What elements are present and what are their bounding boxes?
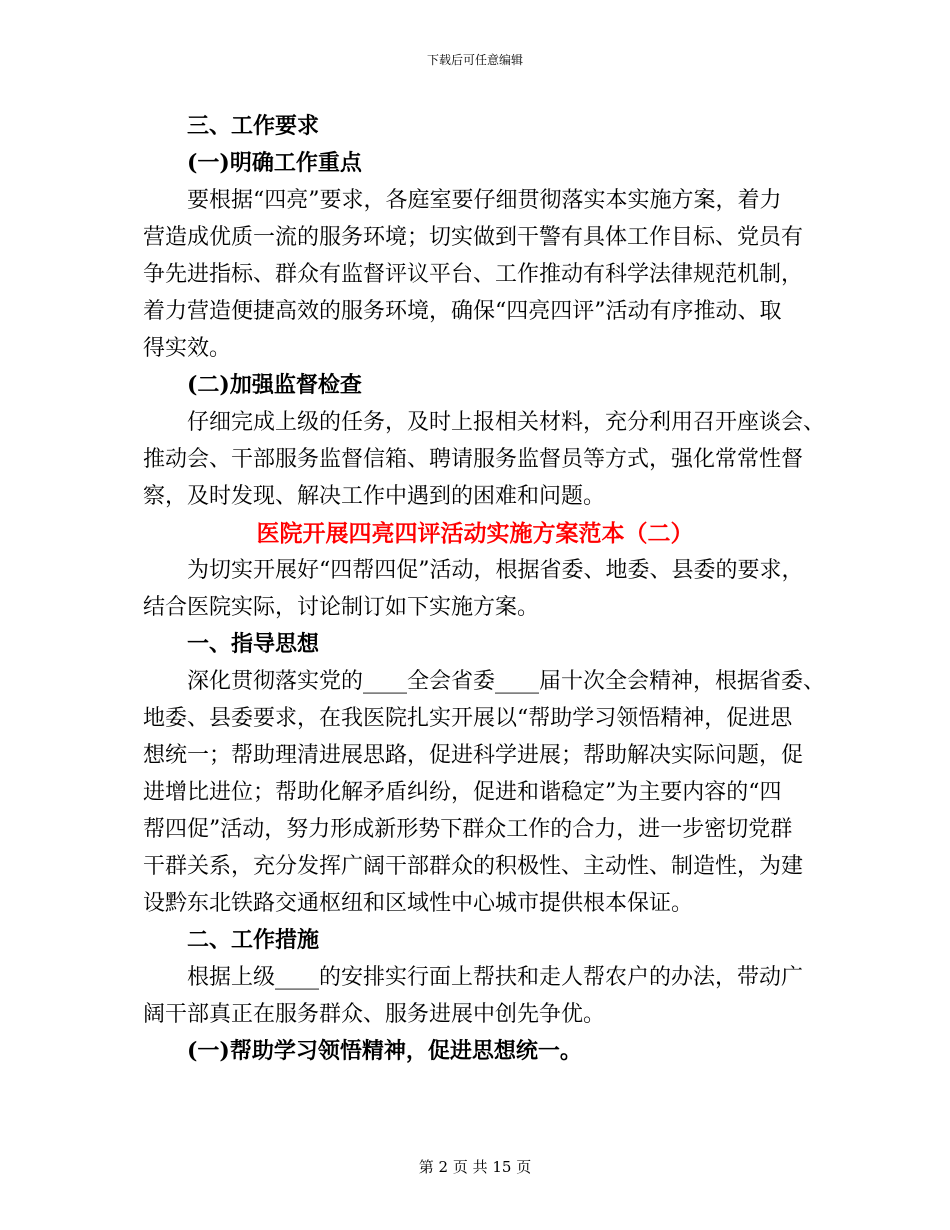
document-title: 医院开展四亮四评活动实施方案范本（二） [256, 520, 694, 547]
paragraph-line: 要根据“四亮”要求，各庭室要仔细贯彻落实本实施方案，着力 [187, 188, 782, 213]
paragraph-line: 结合医院实际，讨论制订如下实施方案。 [143, 595, 540, 620]
subsection-heading-help-study: (一)帮助学习领悟精神，促进思想统一。 [187, 1038, 582, 1064]
paragraph-line: 帮四促”活动，努力形成新形势下群众工作的合力，进一步密切党群 [143, 817, 793, 842]
paragraph-line: 仔细完成上级的任务，及时上报相关材料，充分利用召开座谈会、 [187, 410, 826, 435]
paragraph-line: 地委、县委要求，在我医院扎实开展以“帮助学习领悟精神，促进思 [143, 706, 793, 731]
paragraph-line: 进增比进位；帮助化解矛盾纠纷，促进和谐稳定”为主要内容的“四 [143, 780, 782, 805]
paragraph-line: 阔干部真正在服务群众、服务进展中创先争优。 [143, 1002, 606, 1027]
subsection-heading-clarify-focus: (一)明确工作重点 [187, 150, 362, 176]
paragraph-line: 干群关系，充分发挥广阔干部群众的积极性、主动性、制造性，为建 [143, 854, 804, 879]
page-footer: 第 2 页 共 15 页 [418, 1158, 532, 1176]
paragraph-line: 争先进指标、群众有监督评议平台、工作推动有科学法律规范机制， [143, 262, 804, 287]
paragraph-line: 深化贯彻落实党的____全会省委____届十次全会精神，根据省委、 [187, 669, 826, 694]
document-body [143, 108, 826, 1070]
paragraph-line: 想统一；帮助理清进展思路，促进科学进展；帮助解决实际问题，促 [143, 743, 804, 768]
section-heading-guiding-ideology: 一、指导思想 [187, 631, 320, 657]
paragraph-line: 根据上级____的安排实行面上帮扶和走人帮农户的办法，带动广 [187, 965, 804, 990]
section-heading-work-requirements: 三、工作要求 [187, 113, 320, 139]
paragraph-line: 得实效。 [143, 336, 232, 361]
section-heading-work-measures: 二、工作措施 [187, 927, 320, 953]
paragraph-line: 设黔东北铁路交通枢纽和区域性中心城市提供根本保证。 [143, 891, 694, 916]
paragraph-line: 着力营造便捷高效的服务环境，确保“四亮四评”活动有序推动、取 [143, 299, 782, 324]
paragraph-line: 推动会、干部服务监督信箱、聘请服务监督员等方式，强化常常性督 [143, 447, 804, 472]
page-header: 下载后可任意编辑 [426, 53, 523, 67]
paragraph-line: 营造成优质一流的服务环境；切实做到干警有具体工作目标、党员有 [143, 225, 804, 250]
paragraph-line: 为切实开展好“四帮四促”活动，根据省委、地委、县委的要求， [187, 558, 804, 583]
paragraph-line: 察，及时发现、解决工作中遇到的困难和问题。 [143, 484, 606, 509]
subsection-heading-supervision: (二)加强监督检查 [187, 372, 362, 398]
